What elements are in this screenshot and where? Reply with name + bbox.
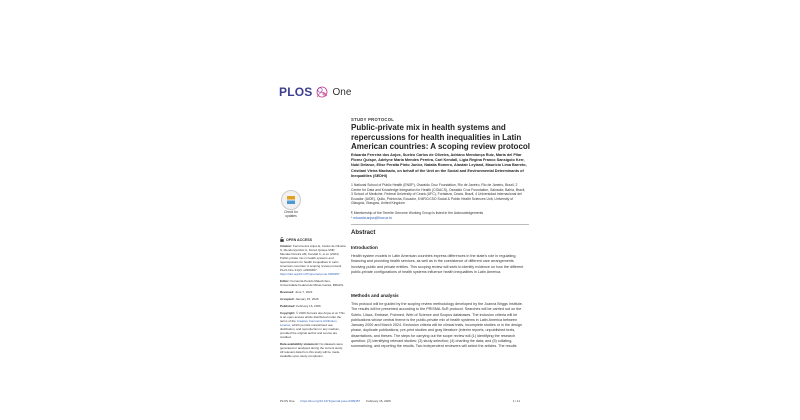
- membership-note: [351, 211, 527, 220]
- page-footer: [280, 399, 520, 403]
- crossmark-badge[interactable]: [281, 190, 301, 219]
- open-lock-icon: [280, 237, 284, 242]
- membership-text: ¶ Membership of the Termite Genome Working Group is listed in the Acknowledgements: [351, 211, 484, 215]
- article-title: Public-private mix in health systems and repercussions for health inequalities in Latin American countries: A scoping review protocol: [351, 123, 530, 151]
- corresponding-email[interactable]: * eduarda.anjos@fiocruz.br: [351, 215, 393, 220]
- footer-date: February 16, 2026: [366, 399, 391, 403]
- article-type: STUDY PROTOCOL: [351, 117, 395, 122]
- citation-block: Citation: Ferreira dos Anjos E, Carlos de Oliveira S, Mendonça Ruiz A, Florez Quispe MdP, Mendes Pereira AM, Kendall C, et al. (2024) Public-private mix in health systems and repercussions for health inequalities in Latin American countries: A scoping review protocol. PLoS One 21(2): e0309457. https://doi.org/10.1371/journal.pone.0309457: [280, 244, 346, 276]
- journal-brand: PLOS: [279, 85, 313, 99]
- journal-logo[interactable]: [279, 84, 351, 100]
- doi-link[interactable]: https://doi.org/10.1371/journal.pone.0309457: [280, 272, 340, 276]
- author-list: Eduarda Ferreira dos Anjos, Sueleo Carlos de Oliveira, Adriano Mendonça Ruiz, Maria del Pilar Florez Quispe, Adelyne Maria Mendes Pereira, Carl Kendall, Lígia Regina Franco Sansigolo Kerr, Nubi Delarue, Elise Peralta Pinto Junior, Natalia Romero, Alastair Leyland, Maurício Lima Barreto, Cristiani Vieira Machado, on behalf of the Unit on the Social and Environmental Determinants of Inequalities (SEDHI): [351, 153, 527, 178]
- accepted-date: Accepted: January 15, 2026: [280, 297, 319, 301]
- data-availability-block: Data availability statement: No datasets were generated or analysed during the current study. All relevant data from this study will be made available upon study completion.: [280, 342, 343, 358]
- methods-heading: Methods and analysis: [351, 293, 399, 298]
- crossmark-icon: [281, 190, 301, 210]
- published-date: Published: February 16, 2026: [280, 304, 321, 308]
- plos-swirl-icon: [315, 84, 329, 100]
- article-sidebar: [280, 244, 346, 361]
- abstract-heading: Abstract: [351, 230, 376, 236]
- divider: [351, 224, 529, 225]
- page-number: 1 / 11: [512, 399, 520, 403]
- crossmark-label: Check for updates: [284, 210, 298, 218]
- editor-block: Editor: Fernanda Penido Matozinhos, Universidade Federal de Minas Gerais, BRAZIL: [280, 279, 344, 287]
- methods-text: This protocol will be guided by the scoping review methodology developed by the Joanna Briggs Institute. The results will be presented according to the PRISMA-ScR protocol. Searches will be carried out on the Scielo, Lilacs, Embase, Pubmed, Web of Science and Scopus databases. The inclusion criteria will be publications whose central theme is the public-private mix of health systems in Latin America between January 2000 and March 2024. Exclusion criteria will be clinical trials, incomplete studies or in the design phase, duplicate publications, pre-print studies and gray literature (interim reports, unpublished texts, dissertations, and theses. The steps for carrying out the scope review will (1) identifying the research question; (2) identifying relevant studies; (3) study selection; (4) charting the data; and (5) collating, summarising, and reporting the results. Two independent reviewers will select the articles. The results: [351, 302, 523, 349]
- footer-doi-link[interactable]: https://doi.org/10.1371/journal.pone.0309457: [300, 399, 361, 403]
- open-access-label: OPEN ACCESS: [280, 237, 312, 242]
- footer-journal: PLOS One: [280, 399, 295, 403]
- introduction-text: Health system models in Latin American countries express differences in the state's role in regulating, financing and providing health services, as well as in the coexistence of different care arrangements involving public and private entities. This scoping review will seek to identify evidence on how the different public-private configurations of health systems influence health inequalities in Latin America.: [351, 254, 524, 274]
- introduction-heading: Introduction: [351, 245, 378, 250]
- copyright-block: Copyright: © 2026 Ferreira dos Anjos et al. This is an open access article distributed under the terms of the Creative Commons Attribution License, which permits unrestricted use, distribution, and reproduction in any medium, provided the original author and source are credited.: [280, 311, 345, 339]
- journal-suffix: One: [332, 86, 352, 98]
- received-date: Received: June 7, 2024: [280, 290, 313, 294]
- affiliations: 1 National School of Public Health (ENSP), Oswaldo Cruz Foundation, Rio de Janeiro, Rio de Janeiro, Brazil, 2 Centre for Data and Knowledge Integration for Health (CIDACS), Oswaldo Cruz Foundation, Salvador, Bahia, Brazil, 3 School of Medicine, Federal University of Ceará (UFC), Fortaleza, Ceará, Brazil, 4 Universidad Internacional del Ecuador (UIDE), Quito, Pichincha, Ecuador, 5 MRC/CSO Social & Public Health Sciences Unit, University of Glasgow, Glasgow, United Kingdom: [351, 183, 526, 206]
- license-link[interactable]: Creative Commons Attribution License: [280, 319, 337, 327]
